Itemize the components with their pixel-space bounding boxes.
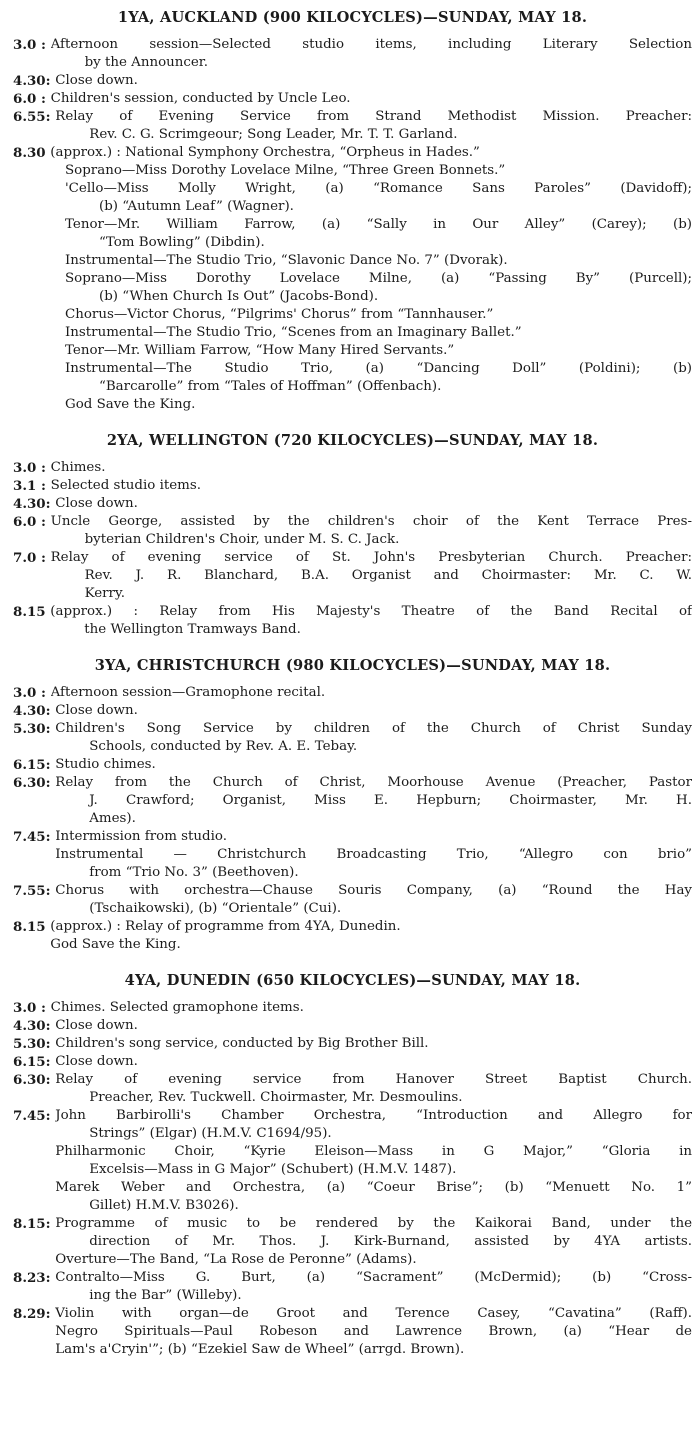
entry-separator: : — [36, 1000, 51, 1016]
entry-time: 5.30 — [13, 721, 46, 737]
entry-line: Intermission from studio. — [55, 829, 227, 844]
entry-line: Rev. J. R. Blanchard, B.A. Organist and Choirmaster: Mr. C. W. — [84, 568, 692, 583]
entry-text — [55, 108, 692, 144]
entry-separator: : — [36, 91, 51, 107]
schedule-entry — [13, 1017, 692, 1035]
entry-line: Instrumental—The Studio Trio, (a) “Dancing Doll” (Poldini); (b) — [65, 361, 692, 376]
schedule-entry — [13, 828, 692, 882]
entry-separator: : — [45, 1072, 56, 1088]
entry-line: Schools, conducted by Rev. A. E. Tebay. — [89, 739, 358, 754]
entry-separator: : — [45, 496, 56, 512]
entry-text — [50, 603, 692, 639]
entry-time: 8.15 — [13, 1216, 46, 1232]
entry-line: Chorus—Victor Chorus, “Pilgrims' Chorus” from “Tannhauser.” — [65, 307, 494, 322]
entry-line: Lam's a'Cryin'”; (b) “Ezekiel Saw de Wheel” (arrgd. Brown). — [55, 1342, 465, 1357]
entry-line: from “Trio No. 3” (Beethoven). — [89, 865, 299, 880]
entry-time: 3.0 — [13, 460, 37, 476]
entry-text — [55, 720, 692, 756]
entry-separator: : — [36, 478, 51, 494]
schedule-entry — [13, 72, 692, 90]
entry-separator: : — [36, 514, 51, 530]
entry-separator: : — [45, 775, 56, 791]
entry-time: 6.15 — [13, 757, 46, 773]
entry-time: 4.30 — [13, 703, 46, 719]
station-heading: 2YA, WELLINGTON (720 KILOCYCLES)—SUNDAY, MAY 18. — [106, 432, 599, 449]
station-section — [13, 971, 692, 1359]
entry-separator: : — [45, 1018, 56, 1034]
entry-line: God Save the King. — [50, 937, 181, 952]
entry-separator: : — [36, 550, 51, 566]
station-heading: 4YA, DUNEDIN (650 KILOCYCLES)—SUNDAY, MAY 18. — [124, 972, 581, 989]
entry-line: God Save the King. — [65, 397, 196, 412]
entry-line: Gillet) H.M.V. B3026). — [89, 1198, 239, 1213]
entry-line: Ames). — [89, 811, 136, 826]
entry-time: 8.30 — [13, 145, 46, 161]
schedule-entry — [13, 90, 692, 108]
entry-line: (approx.) : Relay of programme from 4YA, Dunedin. — [50, 919, 401, 934]
schedule-entry — [13, 36, 692, 72]
entry-text — [51, 36, 692, 72]
entry-text — [55, 495, 692, 513]
entry-line: Instrumental—The Studio Trio, “Slavonic Dance No. 7” (Dvorak). — [65, 253, 508, 268]
entry-line: Kerry. — [84, 586, 125, 601]
station-section — [13, 656, 692, 954]
entry-separator: : — [45, 1108, 56, 1124]
entry-line: (b) “Autumn Leaf” (Wagner). — [99, 199, 294, 214]
entry-text — [51, 999, 692, 1017]
entry-line: the Wellington Tramways Band. — [84, 622, 301, 637]
entry-separator: : — [36, 685, 51, 701]
entry-time: 5.30 — [13, 1036, 46, 1052]
entry-time: 6.0 — [13, 514, 37, 530]
entry-time: 6.55 — [13, 109, 46, 125]
entry-line: John Barbirolli's Chamber Orchestra, “Introduction and Allegro for — [55, 1108, 692, 1123]
entry-time: 8.15 — [13, 919, 46, 935]
entry-time: 7.45 — [13, 829, 46, 845]
entry-line: Programme of music to be rendered by the Kaikorai Band, under the — [55, 1216, 692, 1231]
entry-line: Instrumental — Christchurch Broadcasting Trio, “Allegro con brio” — [55, 847, 692, 862]
entry-time: 3.0 — [13, 1000, 37, 1016]
entry-time: 6.30 — [13, 1072, 46, 1088]
entry-line: Violin with organ—de Groot and Terence Casey, “Cavatina” (Raff). — [55, 1306, 692, 1321]
schedule-entry — [13, 1071, 692, 1107]
entry-line: Strings” (Elgar) (H.M.V. C1694/95). — [89, 1126, 332, 1141]
schedule-entry — [13, 1305, 692, 1359]
entry-text — [55, 1305, 692, 1359]
entry-line: Soprano—Miss Dorothy Lovelace Milne, “Three Green Bonnets.” — [65, 163, 506, 178]
entry-time: 4.30 — [13, 1018, 46, 1034]
entry-text — [51, 549, 692, 603]
entry-time: 3.1 — [13, 478, 37, 494]
station-heading: 3YA, CHRISTCHURCH (980 KILOCYCLES)—SUNDAY, MAY 18. — [94, 657, 611, 674]
entry-time: 7.0 — [13, 550, 37, 566]
entry-line: byterian Children's Choir, under M. S. C. Jack. — [84, 532, 400, 547]
entry-text — [13, 162, 692, 414]
schedule-entry — [13, 144, 692, 162]
entry-separator: : — [45, 1270, 56, 1286]
entry-text — [51, 90, 692, 108]
entry-text — [55, 1017, 692, 1035]
entry-line: by the Announcer. — [84, 55, 208, 70]
schedule-entry — [13, 720, 692, 756]
schedule-entry — [13, 774, 692, 828]
entry-separator: : — [36, 460, 51, 476]
entry-separator: : — [45, 829, 56, 845]
entry-text — [50, 918, 692, 954]
entry-text — [55, 774, 692, 828]
schedule-entry — [13, 702, 692, 720]
entry-time: 7.55 — [13, 883, 46, 899]
entry-separator: : — [45, 1054, 56, 1070]
entry-separator: : — [45, 883, 56, 899]
entry-text — [55, 828, 692, 882]
entry-text — [50, 144, 692, 162]
entry-line: Close down. — [55, 1018, 138, 1033]
entry-time: 4.30 — [13, 73, 46, 89]
entry-line: Chorus with orchestra—Chause Souris Company, (a) “Round the Hay — [55, 883, 692, 898]
entry-separator: : — [36, 37, 51, 53]
station-section — [13, 8, 692, 414]
entry-time: 8.29 — [13, 1306, 46, 1322]
entry-line: Excelsis—Mass in G Major” (Schubert) (H.M.V. 1487). — [89, 1162, 457, 1177]
entry-time: 6.0 — [13, 91, 37, 107]
schedule-entry — [13, 918, 692, 954]
schedule-entry — [13, 459, 692, 477]
entry-line: Relay from the Church of Christ, Moorhouse Avenue (Preacher, Pastor — [55, 775, 692, 790]
schedule-entry — [13, 1215, 692, 1269]
schedule-entry — [13, 513, 692, 549]
entry-line: “Tom Bowling” (Dibdin). — [99, 235, 265, 250]
entry-line: “Barcarolle” from “Tales of Hoffman” (Offenbach). — [99, 379, 442, 394]
entry-time: 3.0 — [13, 37, 37, 53]
entry-line: Children's session, conducted by Uncle Leo. — [50, 91, 351, 106]
entry-line: Selected studio items. — [50, 478, 201, 493]
entry-line: Afternoon session—Gramophone recital. — [50, 685, 326, 700]
entry-time: 3.0 — [13, 685, 37, 701]
entry-text — [55, 756, 692, 774]
entry-line: Overture—The Band, “La Rose de Peronne” (Adams). — [55, 1252, 417, 1267]
entry-text — [55, 1035, 692, 1053]
entry-line: Soprano—Miss Dorothy Lovelace Milne, (a) “Passing By” (Purcell); — [65, 271, 692, 286]
entry-line: Preacher, Rev. Tuckwell. Choirmaster, Mr. Desmoulins. — [89, 1090, 463, 1105]
entry-line: Relay of Evening Service from Strand Methodist Mission. Preacher: — [55, 109, 692, 124]
entry-line: Rev. C. G. Scrimgeour; Song Leader, Mr. T. T. Garland. — [89, 127, 458, 142]
entry-line: (approx.) : Relay from His Majesty's Theatre of the Band Recital of — [50, 604, 692, 619]
entry-line: Close down. — [55, 496, 138, 511]
entry-time: 8.23 — [13, 1270, 46, 1286]
entry-time: 8.15 — [13, 604, 46, 620]
entry-line: Close down. — [55, 703, 138, 718]
entry-separator: : — [45, 703, 56, 719]
entry-text — [55, 1107, 692, 1215]
schedule-entry — [13, 1269, 692, 1305]
entry-text — [55, 1215, 692, 1269]
schedule-entry — [13, 882, 692, 918]
entry-line: Close down. — [55, 1054, 138, 1069]
entry-separator: : — [45, 757, 56, 773]
entry-separator: : — [45, 109, 56, 125]
entry-separator: : — [45, 721, 56, 737]
schedule-entry — [13, 162, 692, 414]
entry-text — [51, 477, 692, 495]
entry-separator: : — [45, 1036, 56, 1052]
schedule-entry — [13, 999, 692, 1017]
schedule-entry — [13, 1053, 692, 1071]
entry-line: 'Cello—Miss Molly Wright, (a) “Romance Sans Paroles” (Davidoff); — [65, 181, 692, 196]
entry-line: Chimes. — [50, 460, 106, 475]
entry-line: (b) “When Church Is Out” (Jacobs-Bond). — [99, 289, 379, 304]
entry-text — [55, 702, 692, 720]
entry-line: Relay of evening service from Hanover Street Baptist Church. — [55, 1072, 692, 1087]
entry-line: Studio chimes. — [55, 757, 156, 772]
entry-line: Philharmonic Choir, “Kyrie Eleison—Mass in G Major,” “Gloria in — [55, 1144, 692, 1159]
schedule-entry — [13, 603, 692, 639]
entry-line: Marek Weber and Orchestra, (a) “Coeur Brise”; (b) “Menuett No. 1” — [55, 1180, 692, 1195]
schedule-entry — [13, 1035, 692, 1053]
schedule-entry — [13, 495, 692, 513]
schedule-entry — [13, 1107, 692, 1215]
schedule-entry — [13, 756, 692, 774]
schedule-entry — [13, 108, 692, 144]
entry-line: Contralto—Miss G. Burt, (a) “Sacrament” (McDermid); (b) “Cross- — [55, 1270, 692, 1285]
entry-time: 7.45 — [13, 1108, 46, 1124]
station-heading: 1YA, AUCKLAND (900 KILOCYCLES)—SUNDAY, MAY 18. — [117, 9, 588, 26]
entry-line: Tenor—Mr. William Farrow, (a) “Sally in Our Alley” (Carey); (b) — [65, 217, 692, 232]
schedule-entry — [13, 684, 692, 702]
entry-text — [51, 459, 692, 477]
entry-line: J. Crawford; Organist, Miss E. Hepburn; Choirmaster, Mr. H. — [89, 793, 692, 808]
entry-line: Uncle George, assisted by the children's choir of the Kent Terrace Pres- — [50, 514, 692, 529]
entry-separator: : — [45, 1216, 56, 1232]
station-section — [13, 431, 692, 639]
entry-time: 6.15 — [13, 1054, 46, 1070]
entry-text — [55, 1053, 692, 1071]
entry-line: Afternoon session—Selected studio items, including Literary Selection — [50, 37, 692, 52]
entry-text — [55, 1269, 692, 1305]
entry-line: direction of Mr. Thos. J. Kirk-Burnand, assisted by 4YA artists. — [89, 1234, 692, 1249]
entry-line: Tenor—Mr. William Farrow, “How Many Hired Servants.” — [65, 343, 455, 358]
entry-text — [55, 1071, 692, 1107]
entry-line: Negro Spirituals—Paul Robeson and Lawrence Brown, (a) “Hear de — [55, 1324, 692, 1339]
entry-line: Relay of evening service of St. John's Presbyterian Church. Preacher: — [50, 550, 692, 565]
entry-line: (approx.) : National Symphony Orchestra, “Orpheus in Hades.” — [50, 145, 480, 160]
entry-line: Children's song service, conducted by Big Brother Bill. — [55, 1036, 429, 1051]
entry-time: 6.30 — [13, 775, 46, 791]
entry-line: (Tschaikowski), (b) “Orientale” (Cui). — [89, 901, 342, 916]
entry-text — [55, 882, 692, 918]
entry-separator: : — [45, 1306, 56, 1322]
schedule-entry — [13, 549, 692, 603]
entry-line: Instrumental—The Studio Trio, “Scenes from an Imaginary Ballet.” — [65, 325, 522, 340]
entry-line: Children's Song Service by children of the Church of Christ Sunday — [55, 721, 692, 736]
entry-line: Close down. — [55, 73, 138, 88]
entry-text — [55, 72, 692, 90]
entry-time: 4.30 — [13, 496, 46, 512]
entry-separator: : — [45, 73, 56, 89]
entry-text — [51, 684, 692, 702]
entry-line: Chimes. Selected gramophone items. — [50, 1000, 304, 1015]
entry-text — [51, 513, 692, 549]
entry-line: ing the Bar” (Willeby). — [89, 1288, 242, 1303]
schedule-entry — [13, 477, 692, 495]
